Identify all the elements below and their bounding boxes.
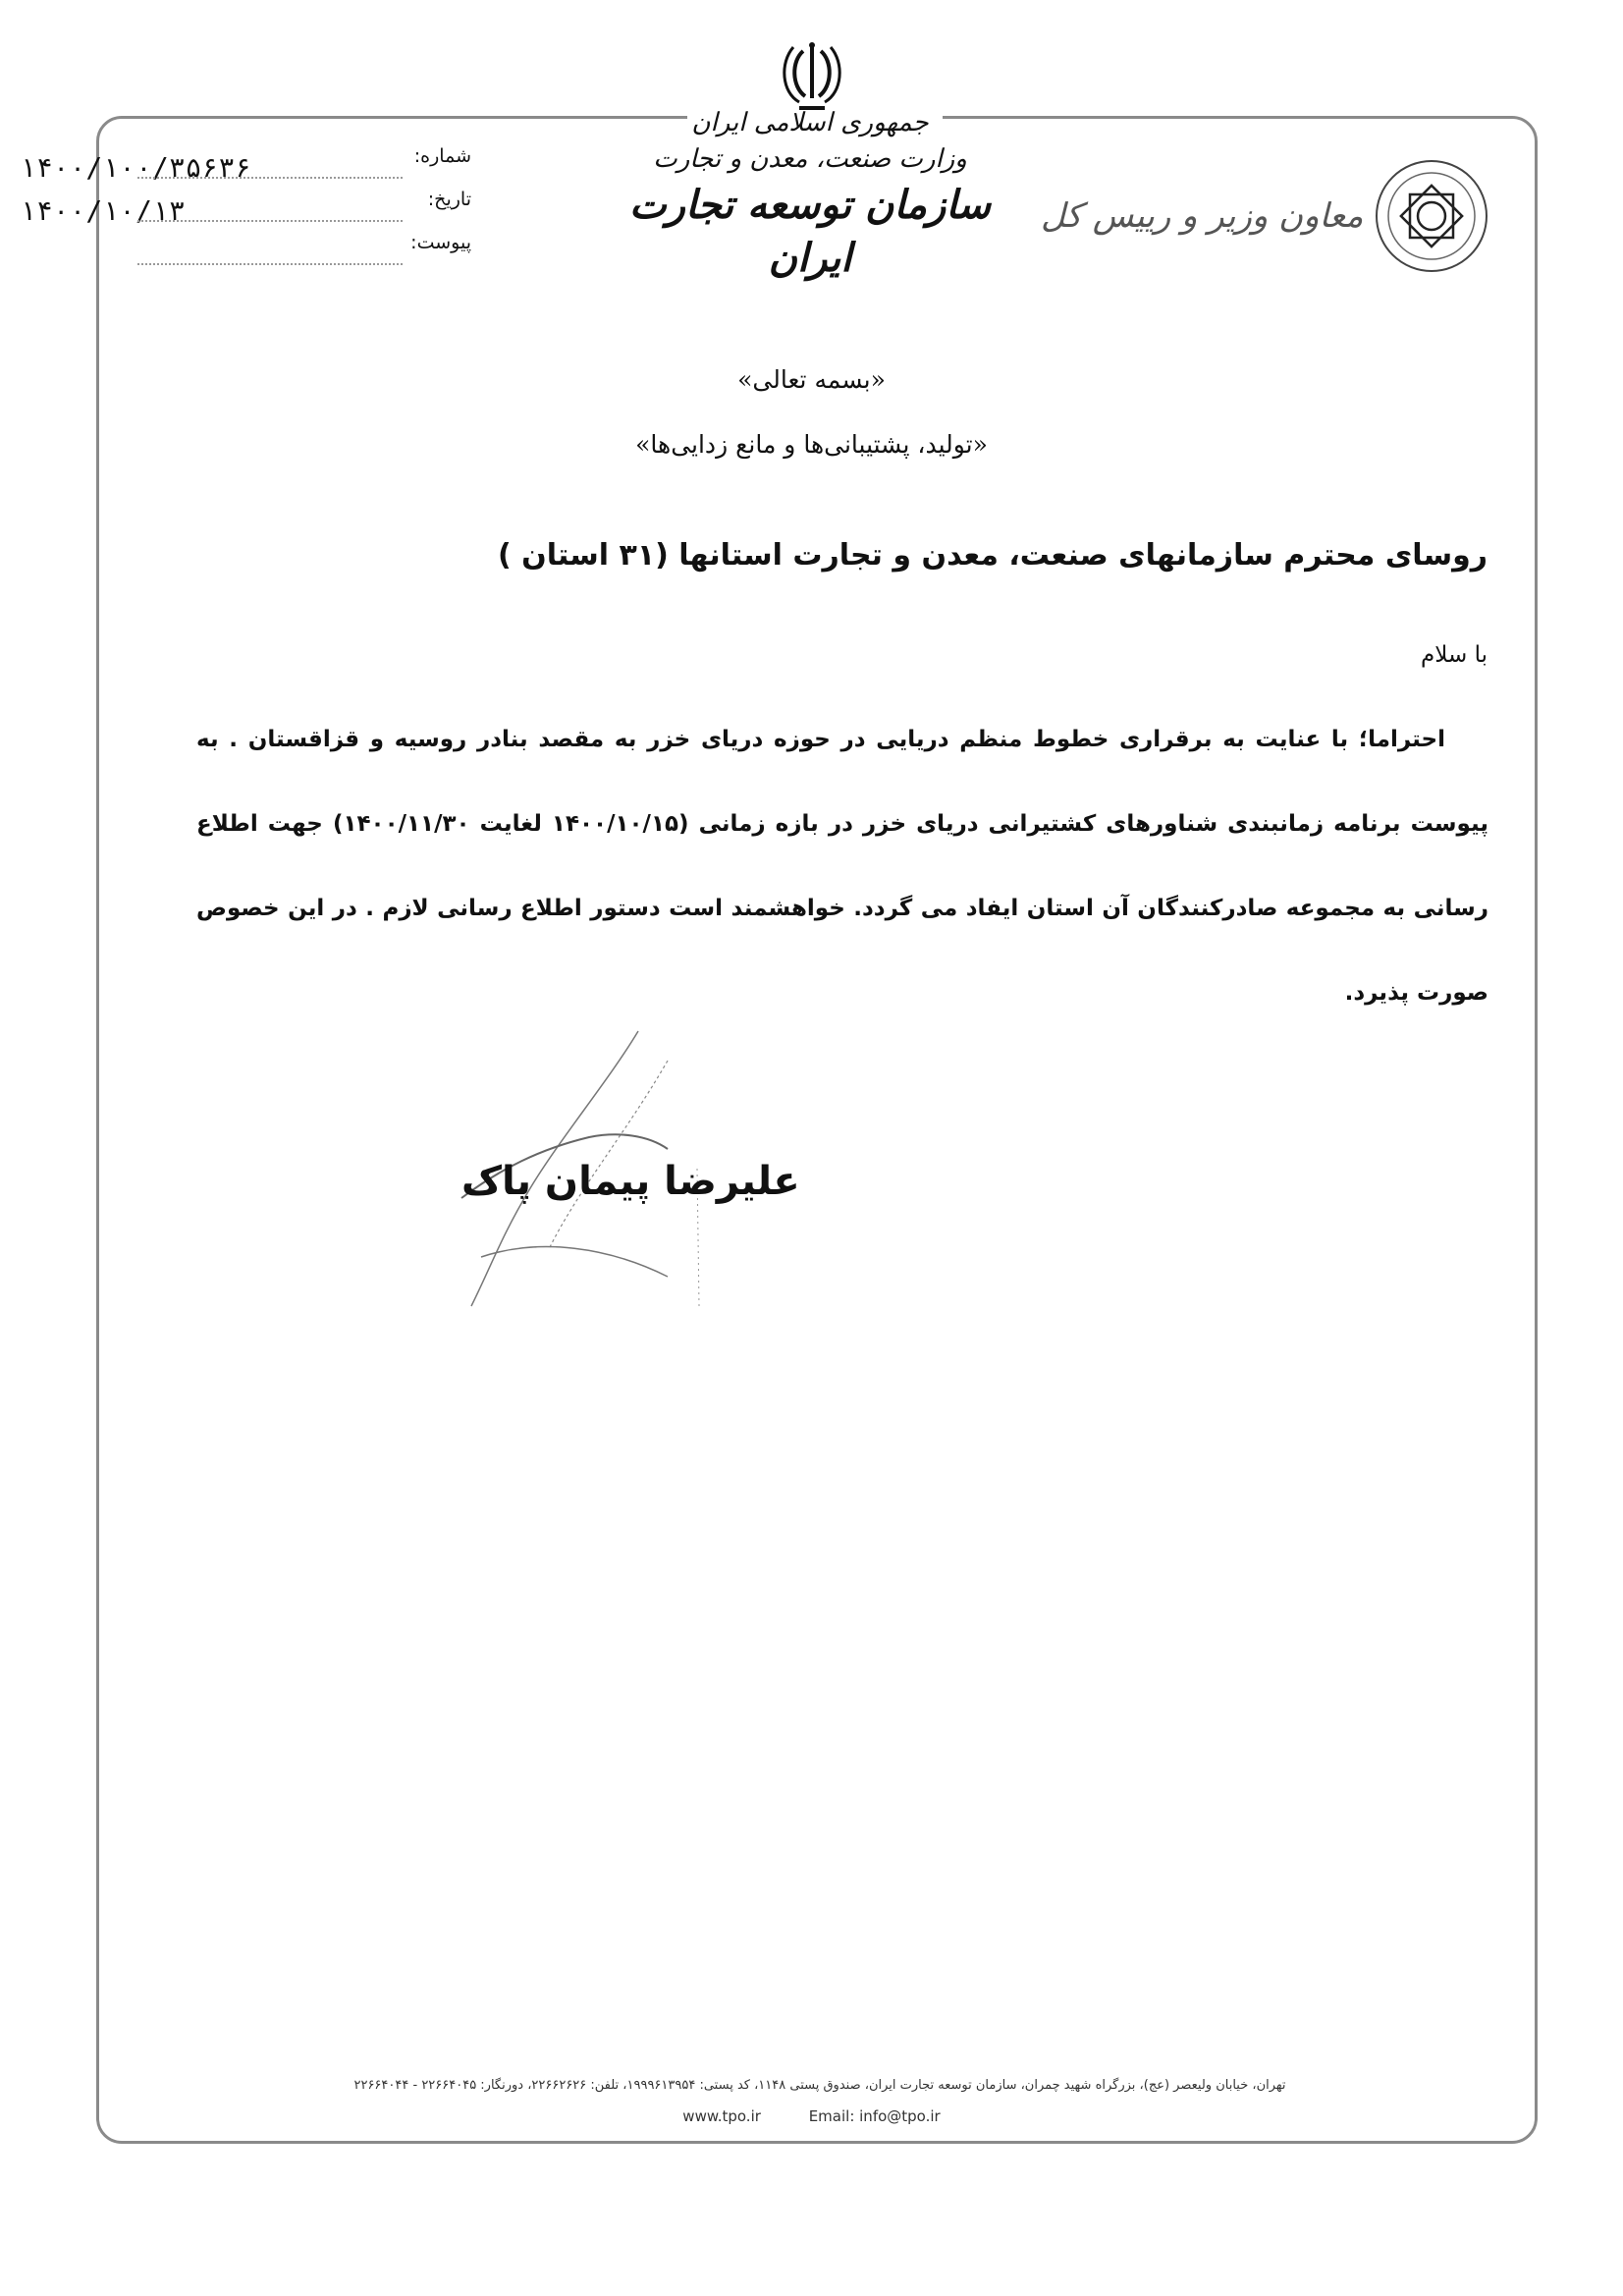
attachment-label: پیوست: (410, 232, 471, 253)
recipient-line: روسای محترم سازمانهای صنعت، معدن و تجارت استانها (۳۱ استان ) (498, 538, 1488, 573)
date-label: تاریخ: (427, 189, 471, 210)
organization-name: سازمان توسعه تجارت ایران (628, 182, 992, 281)
slogan: «تولید، پشتیبانی‌ها و مانع زدایی‌ها» (635, 430, 988, 459)
ministry-name: وزارت صنعت، معدن و تجارت (653, 144, 967, 174)
dotted-line (137, 263, 403, 265)
iran-emblem-icon (778, 37, 846, 116)
deputy-title: معاون وزیر و رییس کل (1041, 196, 1364, 236)
letter-border (96, 116, 1538, 2144)
letter-date: ۱۴۰۰/۱۰/۱۳ (20, 194, 186, 227)
date-row (20, 189, 471, 232)
number-label: شماره: (413, 145, 471, 167)
header-titles (628, 106, 992, 285)
republic-name: جمهوری اسلامی ایران (691, 108, 929, 137)
letter-body: احتراما؛ با عنایت به برقراری خطوط منظم دریایی در حوزه دریای خزر به مقصد بنادر روسیه و قزاقستان . به پیوست برنامه زمانبندی شناورهای کشتیرانی دریای خزر در بازه زمانی (۱۴۰۰/۱۰/۱۵ لغایت ۱۴۰۰/۱۱/۳۰) جهت اطلاع رسانی به مجموعه صادرکنندگان آن استان ایفاد می گردد. خواهشمند است دستور اطلاع رسانی لازم . در این خصوص صورت پذیرد. (196, 727, 1488, 1006)
number-row (20, 145, 471, 189)
footer-contact (0, 2107, 1623, 2125)
signer-name: علیرضا پیمان پاک (461, 1159, 800, 1204)
dotted-line (137, 177, 403, 179)
letter-number: ۱۴۰۰/۱۰۰/۳۵۶۳۶ (20, 151, 252, 184)
website-link[interactable]: www.tpo.ir (682, 2107, 761, 2125)
attachment-row (20, 232, 471, 275)
tpo-logo-icon (1373, 157, 1490, 275)
greeting: با سلام (1421, 642, 1488, 668)
dotted-line (137, 220, 403, 222)
email-link[interactable]: Email: info@tpo.ir (808, 2107, 941, 2125)
footer-address: تهران، خیابان ولیعصر (عج)، بزرگراه شهید چمران، سازمان توسعه تجارت ایران، صندوق پستی ۱۱۴۸، کد پستی: ۱۹۹۹۶۱۳۹۵۴، تلفن: ۲۲۶۶۲۶۲۶، دورنگار: ۲۲۶۶۴۰۴۵ - ۲۲۶۶۴۰۴۴ (353, 2078, 1286, 2093)
letter-meta (20, 145, 471, 275)
basmala: «بسمه تعالی» (737, 365, 886, 394)
